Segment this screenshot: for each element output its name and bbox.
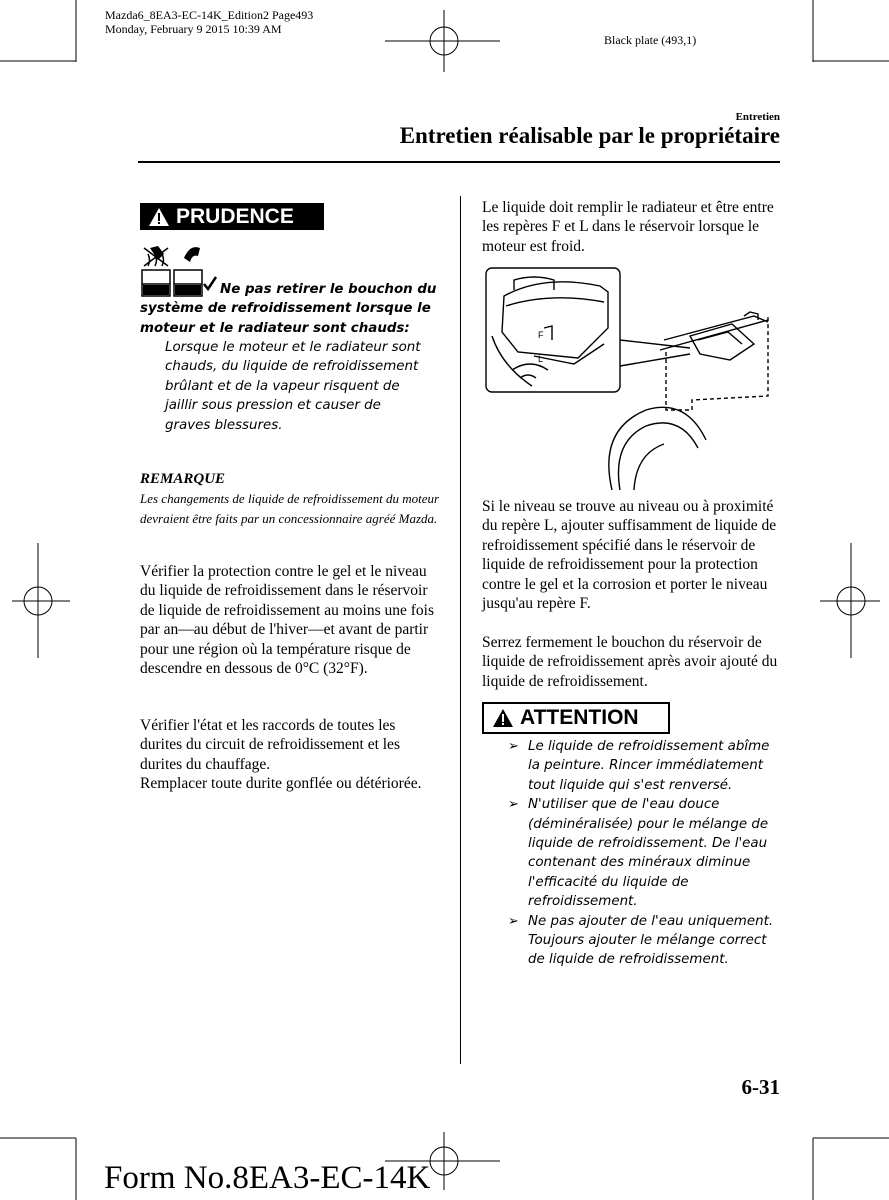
print-plate: Black plate (493,1): [604, 33, 697, 47]
arrow-bullet-icon: ➢: [508, 739, 519, 754]
list-item: ➢ Le liquide de refroidissement abîme la peinture. Rincer immédiatement tout liquide qui s'est renversé.: [508, 739, 770, 793]
page-title: Entretien réalisable par le propriétaire: [399, 123, 780, 148]
warning-triangle-icon: [148, 207, 170, 227]
attention-list: [508, 737, 774, 970]
form-number: Form No.8EA3-EC-14K: [104, 1160, 431, 1196]
arrow-bullet-icon: ➢: [508, 797, 519, 813]
caution-label: PRUDENCE: [176, 204, 294, 228]
section-label: Entretien: [735, 111, 780, 123]
warning-triangle-icon: [492, 708, 514, 728]
attention-label: ATTENTION: [520, 706, 639, 729]
coolant-check-paragraph: Vérifier la protection contre le gel et le niveau du liquide de refroidissement dans le réservoir de liquide de refroidissement au moins une fois par an—au début de l'hiver—et avant de partir pour une région où la température risque de descendre en dessous de 0°C (32°F).: [140, 563, 435, 678]
attention-banner: [482, 702, 670, 734]
tighten-cap-paragraph: Serrez fermement le bouchon du réservoir de liquide de refroidissement après avoir ajouté du liquide de refroidissement.: [482, 634, 778, 690]
page-number: 6-31: [741, 1075, 780, 1099]
caution-text: Lorsque le moteur et le radiateur sont chauds, du liquide de refroidissement brûlant et de la vapeur risquent de jaillir sous pression et causer de graves blessures.: [165, 340, 421, 433]
caution-banner: [140, 203, 324, 230]
fill-level-paragraph: Le liquide doit remplir le radiateur et être entre les repères F et L dans le réservoir lorsque le moteur est froid.: [482, 199, 774, 255]
arrow-bullet-icon: ➢: [508, 913, 519, 929]
print-date-line: Monday, February 9 2015 10:39 AM: [105, 22, 282, 36]
column-divider: [460, 196, 461, 1064]
list-item: ➢ N'utiliser que de l'eau douce (déminéralisée) pour le mélange de liquide de refroidissement. De l'eau contenant des minéraux diminue l'efficacité du liquide de refroidissement.: [508, 797, 769, 910]
title-rule: [138, 161, 780, 163]
mark-l: L: [538, 354, 544, 364]
mark-f: F: [538, 330, 544, 340]
coolant-reservoir-figure: [484, 266, 780, 490]
low-level-paragraph: Si le niveau se trouve au niveau ou à proximité du repère L, ajouter suffisamment de liquide de refroidissement spécifié dans le réservoir de liquide de refroidissement pour la protection contre le gel et la corrosion et porter le niveau jusqu'au repère F.: [482, 498, 777, 613]
list-item: ➢ Ne pas ajouter de l'eau uniquement. Toujours ajouter le mélange correct de liquide de refroidissement.: [508, 913, 774, 968]
hose-check-paragraph: Vérifier l'état et les raccords de toutes les durites du circuit de refroidissement et les durites du chauffage.: [140, 717, 400, 773]
hose-replace-paragraph: Remplacer toute durite gonflée ou détériorée.: [140, 775, 422, 792]
remark-label: REMARQUE: [140, 471, 226, 487]
caution-heading: Ne pas retirer le bouchon du système de refroidissement lorsque le moteur et le radiateur sont chauds:: [140, 282, 437, 336]
print-file-line: Mazda6_8EA3-EC-14K_Edition2 Page493: [105, 8, 314, 22]
remark-text: Les changements de liquide de refroidissement du moteur devraient être faits par un concessionnaire agréé Mazda.: [140, 491, 440, 526]
